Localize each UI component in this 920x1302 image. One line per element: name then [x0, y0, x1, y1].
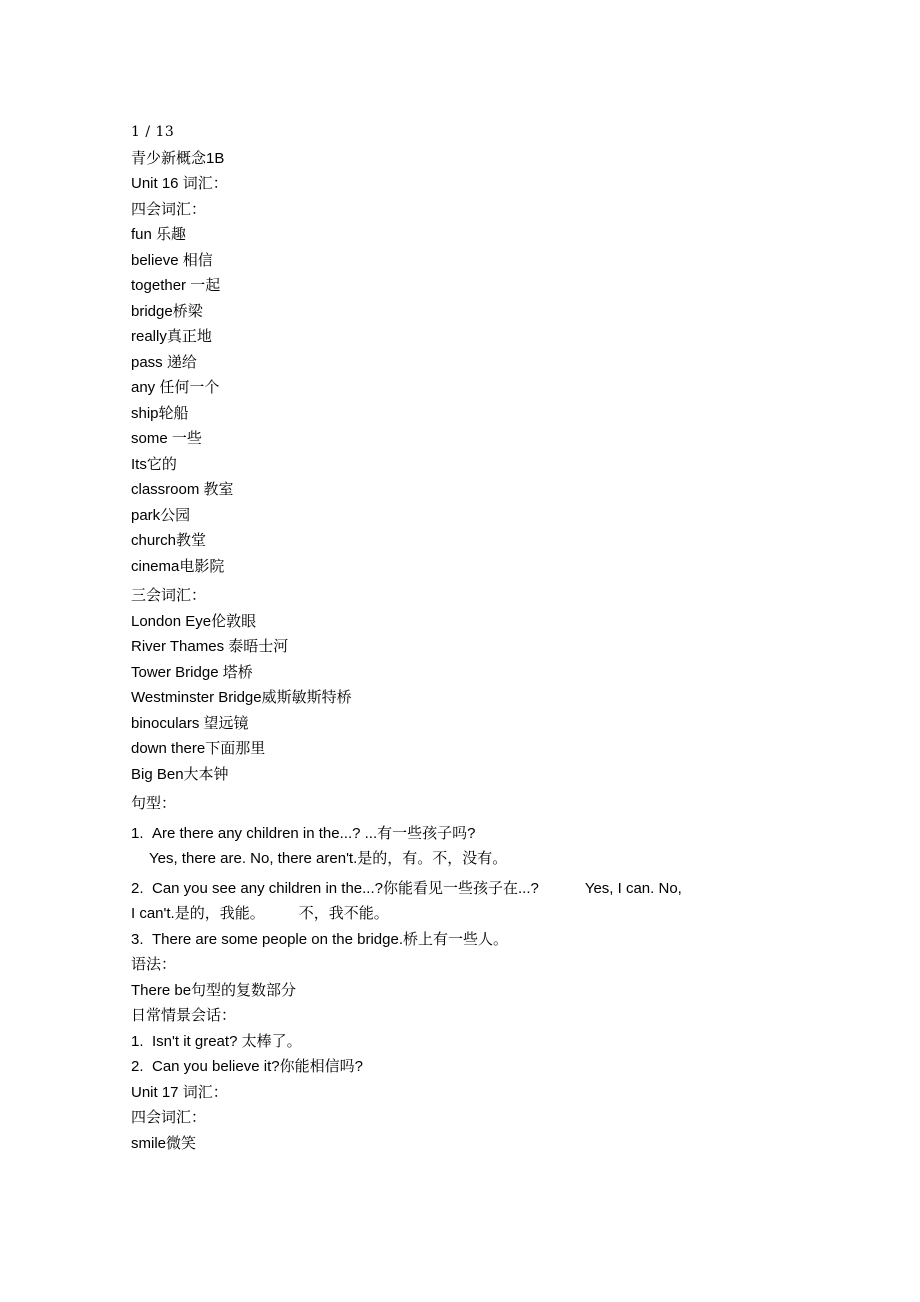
- vocab-item: believe 相信: [131, 251, 213, 269]
- vocab-item: River Thames 泰晤士河: [131, 638, 289, 655]
- dialogue-number: 1.: [131, 1032, 144, 1050]
- sentence-item: [131, 821, 771, 847]
- vocab-item: really真正地: [131, 328, 212, 345]
- unit16-four-skill-list: [131, 222, 771, 579]
- sentence-number: 2.: [131, 879, 144, 897]
- vocab-item: some 一些: [131, 430, 202, 447]
- vocab-item: down there下面那里: [131, 740, 266, 757]
- dialogue-list: [131, 1029, 771, 1080]
- vocab-item: Its它的: [131, 455, 177, 473]
- sentence-answer: Yes, there are. No, there aren't.是的，有。不，没有。: [149, 850, 508, 867]
- vocab-item: church教堂: [131, 532, 207, 549]
- dialogue-text: Isn't it great? 太棒了。: [152, 1032, 302, 1050]
- page-number: 1 / 13: [131, 124, 175, 140]
- vocab-item: bridge桥梁: [131, 302, 203, 320]
- dialogue-text: Can you believe it?你能相信吗?: [152, 1058, 363, 1075]
- unit16-four-skill-heading: 四会词汇：: [131, 200, 207, 218]
- unit17-heading: Unit 17 词汇：: [131, 1083, 228, 1101]
- dialogue-item: [131, 1054, 771, 1080]
- vocab-item: park公园: [131, 506, 191, 524]
- unit16-heading: Unit 16 词汇：: [131, 175, 228, 192]
- sentence-number: 3.: [131, 930, 144, 948]
- grammar-heading: 语法：: [131, 956, 177, 973]
- dialogue-item: [131, 1029, 771, 1055]
- vocab-item: pass 递给: [131, 353, 197, 371]
- sentence-heading: 句型：: [131, 795, 177, 812]
- document-title: 青少新概念1B: [131, 149, 225, 167]
- sentence-number: 1.: [131, 824, 144, 842]
- sentence-text: Can you see any children in the...?你能看见一些孩子在...?: [152, 879, 539, 897]
- document-content: [131, 120, 771, 1156]
- vocab-item: cinema电影院: [131, 557, 225, 575]
- unit16-three-skill-heading: 三会词汇：: [131, 587, 207, 604]
- vocab-item: any 任何一个: [131, 379, 220, 396]
- grammar-text: There be句型的复数部分: [131, 981, 297, 999]
- sentence-text: There are some people on the bridge.桥上有一些人。: [152, 930, 508, 948]
- unit16-three-skill-list: [131, 609, 771, 788]
- sentence-answer: Yes, I can. No,: [584, 879, 682, 897]
- vocab-item: together 一起: [131, 277, 221, 294]
- vocab-item: ship轮船: [131, 404, 189, 422]
- spacer: [539, 876, 585, 902]
- vocab-item: Big Ben大本钟: [131, 765, 229, 783]
- unit17-four-skill-heading: 四会词汇：: [131, 1109, 207, 1126]
- dialogue-heading: 日常情景会话：: [131, 1007, 237, 1024]
- dialogue-number: 2.: [131, 1058, 144, 1075]
- vocab-item: fun 乐趣: [131, 226, 187, 243]
- sentence-list: [131, 821, 771, 953]
- sentence-answer: I can't.是的，我能。: [131, 905, 265, 922]
- sentence-answer-continued: [131, 901, 771, 927]
- vocab-item: Tower Bridge 塔桥: [131, 663, 253, 681]
- vocab-item: binoculars 望远镜: [131, 714, 249, 732]
- sentence-item: [131, 927, 771, 953]
- vocab-item: classroom 教室: [131, 481, 234, 498]
- vocab-item: London Eye伦敦眼: [131, 612, 257, 630]
- sentence-text: Are there any children in the...? ...有一些孩子吗?: [152, 824, 476, 842]
- unit17-four-skill-list: [131, 1131, 771, 1157]
- sentence-item: [131, 876, 771, 902]
- vocab-item: Westminster Bridge威斯敏斯特桥: [131, 689, 352, 706]
- vocab-item: smile微笑: [131, 1134, 197, 1152]
- sentence-answer: 不，我不能。: [298, 905, 389, 922]
